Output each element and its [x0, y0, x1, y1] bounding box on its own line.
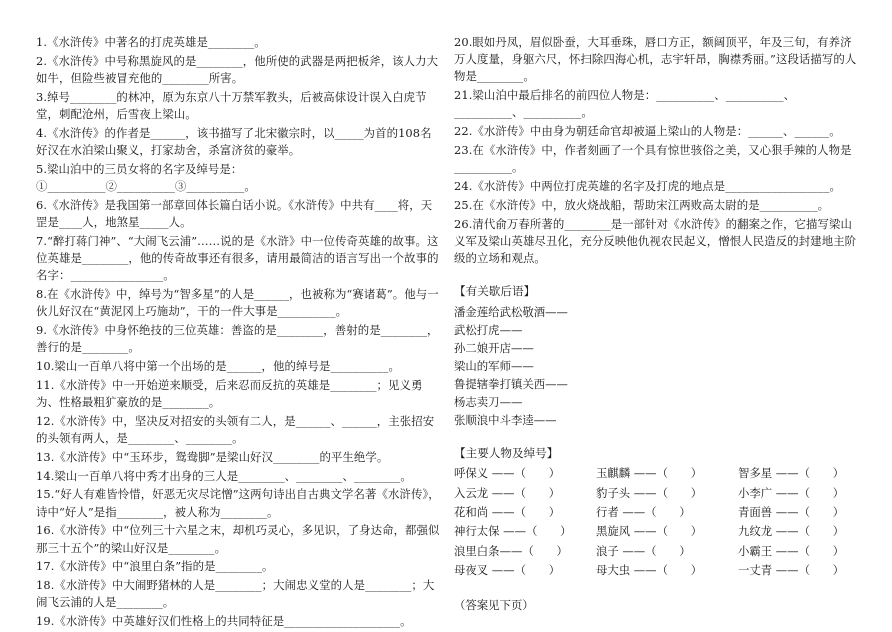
- question-10: 10.梁山一百单八将中第一个出场的是______，他的绰号是__________。: [36, 359, 400, 373]
- character-item: 一丈青 ——（ ）: [738, 563, 845, 578]
- question-5: 5.梁山泊中的三员女将的名字及绰号是：①__________②__________③__________。: [36, 161, 256, 193]
- xiehouyu-item: 武松打虎——: [454, 323, 523, 338]
- character-item: 行者 ——（ ）: [596, 505, 691, 520]
- xiehouyu-item: 鲁提辖拳打镇关西——: [454, 377, 568, 392]
- question-18: 18.《水浒传》中大闹野猪林的人是________；大闹忠义堂的人是________；大闹飞云浦的人是________。: [36, 578, 435, 610]
- question-25: 25.在《水浒传》中，放火烧战船，帮助宋江两败高太尉的是__________。: [454, 197, 830, 212]
- question-16: 16.《水浒传》中“位列三十六星之末，却机巧灵心，多见识，了身达命，都强似那三十五个”的梁山好汉是________。: [36, 523, 440, 555]
- xiehouyu-item: 梁山的军师——: [454, 359, 534, 374]
- xiehouyu-item: 杨志卖刀——: [454, 395, 523, 410]
- character-item: 花和尚 ——（ ）: [454, 505, 561, 520]
- characters-grid: [454, 465, 858, 579]
- question-4: 4.《水浒传》的作者是______，该书描写了北宋徽宗时，以_____为首的108名好汉在水泊梁山聚义，打家劫舍，杀富济贫的豪举。: [36, 125, 432, 157]
- question-24: 24.《水浒传》中两位打虎英雄的名字及打虎的地点是__________________。: [454, 179, 842, 193]
- characters-header: 【主要人物及绰号】: [454, 446, 559, 461]
- xiehouyu-item: 潘金莲给武松敬酒——: [454, 305, 568, 320]
- question-11: 11.《水浒传》中一开始逆来顺受，后来忍而反抗的英雄是________；见义勇为、性格最粗犷豪放的是________。: [36, 377, 423, 409]
- question-14: 14.梁山一百单八将中秀才出身的三人是________、________、________。: [36, 468, 412, 483]
- character-item: 呼保义 ——（ ）: [454, 466, 561, 481]
- question-6: 6.《水浒传》是我国第一部章回体长篇白话小说。《水浒传》中共有____将，天罡是____人，地煞星_____人。: [36, 197, 433, 229]
- character-item: 小李广 ——（ ）: [738, 485, 845, 500]
- right-column: [454, 34, 858, 613]
- question-15: 15.“好人有难皆怜惜，奸恶无灾尽诧憎”这两句诗出自古典文学名著《水浒传》，诗中“好人”是指________，被人称为________。: [36, 487, 440, 519]
- character-item: 九纹龙 ——（ ）: [738, 524, 845, 539]
- character-item: 母大虫 ——（ ）: [596, 563, 703, 578]
- character-item: 青面兽 ——（ ）: [738, 505, 845, 520]
- character-item: 小霸王 ——（ ）: [738, 543, 845, 558]
- question-9: 9.《水浒传》中身怀绝技的三位英雄：善盗的是________，善射的是________，善行的是________。: [36, 323, 439, 355]
- question-19: 19.《水浒传》中英雄好汉们性格上的共同特征是____________________。: [36, 614, 412, 629]
- question-26: 26.清代俞万春所著的________是一部针对《水浒传》的翻案之作，它描写梁山义军及梁山英雄尽丑化，充分反映他仇视农民起义，憎恨人民造反的封建地主阶级的立场和观点。: [454, 216, 857, 265]
- xiehouyu-list: [454, 303, 858, 429]
- character-item: 神行太保 ——（ ）: [454, 524, 572, 539]
- xiehouyu-item: 张顺浪中斗李逵——: [454, 413, 557, 428]
- xiehouyu-header: 【有关歇后语】: [454, 284, 536, 299]
- character-item: 智多星 ——（ ）: [738, 466, 845, 481]
- character-item: 母夜叉 ——（ ）: [454, 563, 561, 578]
- xiehouyu-item: 孙二娘开店——: [454, 341, 534, 356]
- question-3: 3.绰号________的林冲，原为东京八十万禁军教头，后被高俅设计误入白虎节堂，刺配沧州，后雪夜上梁山。: [36, 89, 427, 121]
- left-column: [36, 34, 440, 632]
- character-item: 入云龙 ——（ ）: [454, 485, 561, 500]
- character-item: 豹子头 ——（ ）: [596, 485, 703, 500]
- question-13: 13.《水浒传》中“玉环步，鸳鸯脚”是梁山好汉________的平生绝学。: [36, 449, 389, 464]
- question-20: 20.眼如丹凤，眉似卧蚕，大耳垂珠，唇口方正，额阔顶平，年及三旬，有养济万人度量，身躯六尺，怀扫除四海心机，志宇轩昂，胸襟秀丽。”这段话描写的人物是________。: [454, 35, 857, 84]
- question-8: 8.在《水浒传》中，绰号为“智多星”的人是______，也被称为“赛诸葛”。他与一伙儿好汉在“黄泥冈上巧施劫”，干的一件大事是__________。: [36, 287, 439, 319]
- question-21: 21.梁山泊中最后排名的前四位人物是：__________、__________、__________、__________。: [454, 88, 796, 120]
- question-23: 23.在《水浒传》中，作者刻画了一个具有惊世骇俗之美，又心狠手辣的人物是__________。: [454, 143, 852, 175]
- question-12: 12.《水浒传》中，坚决反对招安的头领有二人，是______、______，主张招安的头领有两人，是________、________。: [36, 413, 435, 445]
- question-22: 22.《水浒传》中由身为朝廷命官却被逼上梁山的人物是：______、______。: [454, 124, 841, 139]
- character-item: 浪里白条——（ ）: [454, 543, 568, 558]
- answer-note: （答案见下页）: [454, 597, 534, 612]
- character-item: 黑旋风 ——（ ）: [596, 524, 703, 539]
- question-1: 1.《水浒传》中著名的打虎英雄是________。: [36, 35, 266, 49]
- question-7: 7.“醉打蒋门神”、“大闹飞云浦”……说的是《水浒》中一位传奇英雄的故事。这位英雄是________，他的传奇故事还有很多，请用最简洁的语言写出一个故事的名字：________________。: [36, 233, 439, 283]
- character-item: 浪子 ——（ ）: [596, 543, 691, 558]
- question-2: 2.《水浒传》中号称黑旋风的是________，他所使的武器是两把板斧，该人力大如牛，但险些被冒充他的________所害。: [36, 53, 439, 85]
- character-item: 玉麒麟 ——（ ）: [596, 466, 703, 481]
- question-17: 17.《水浒传》中“浪里白条”指的是________。: [36, 559, 274, 574]
